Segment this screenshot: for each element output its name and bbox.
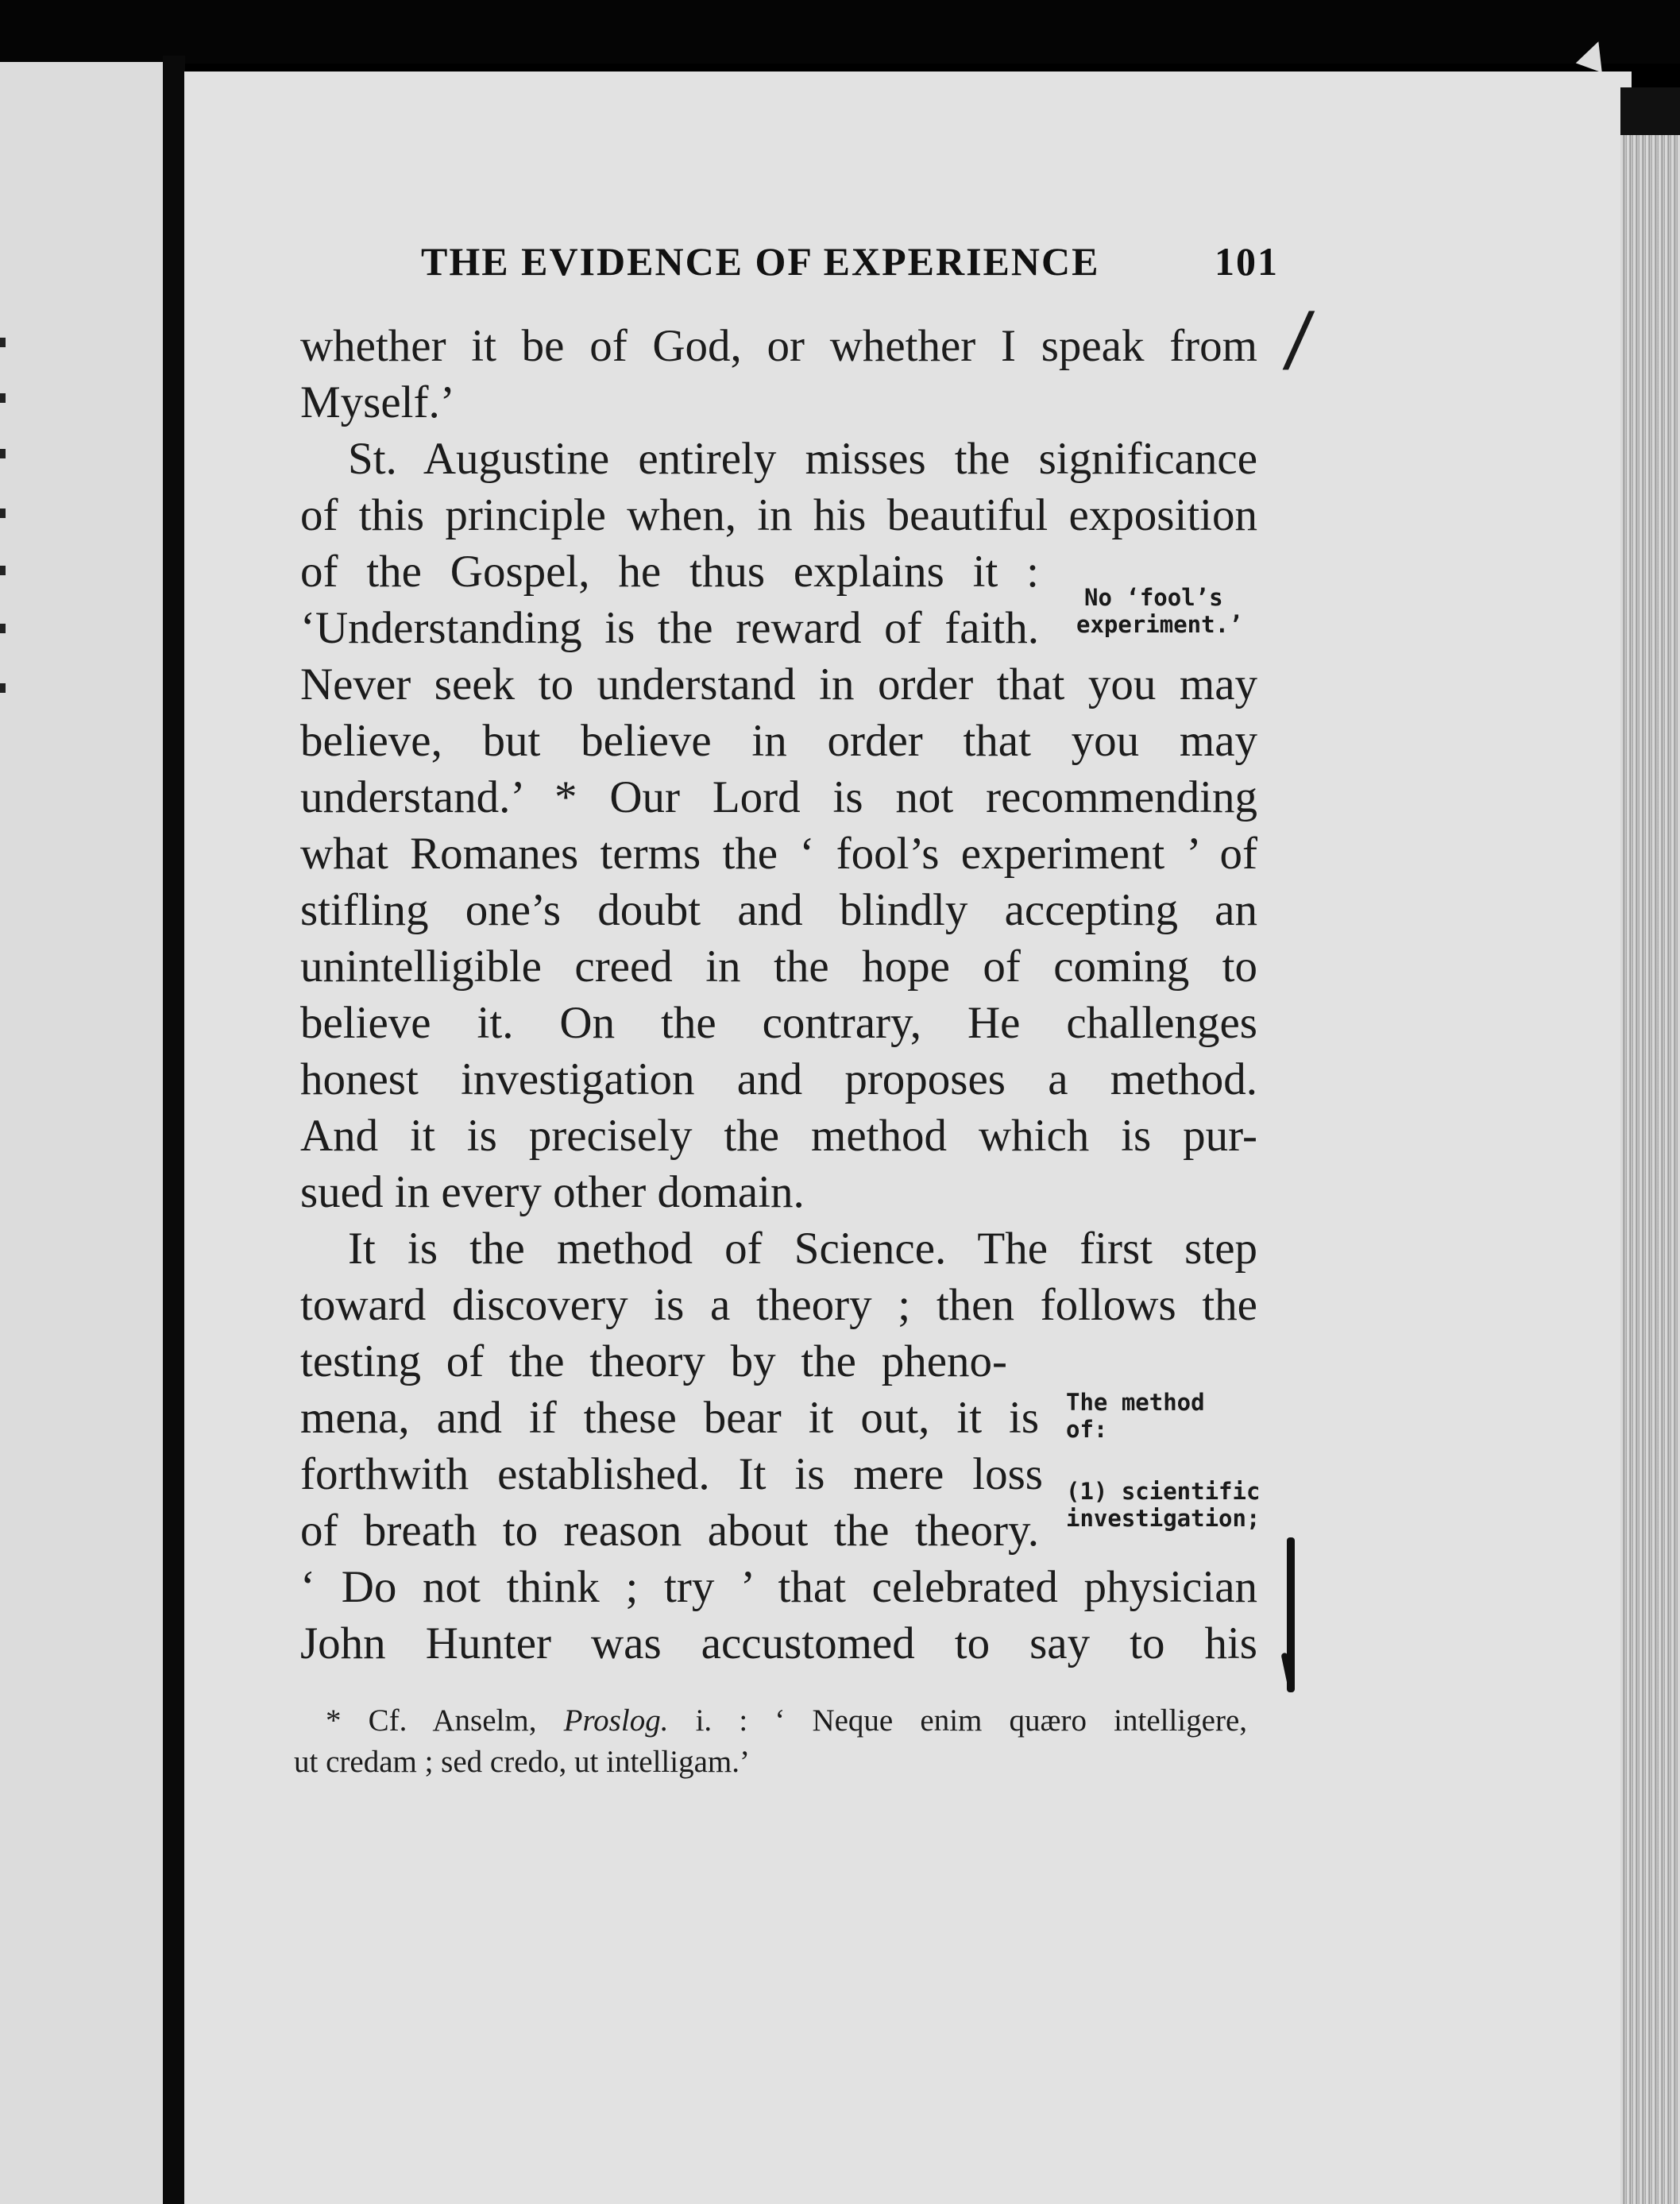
text-line: what Romanes terms the ‘ fool’s experiment ’ of [300,829,1257,879]
text-line: understand.’ * Our Lord is not recommending [300,772,1257,822]
body-text [300,318,1257,1672]
text-line: sued in every other domain. [300,1167,805,1217]
corner-scan-mark: ▲ [1574,26,1616,77]
text-line: believe, but believe in order that you may [300,716,1257,766]
page-edges-shadow [1620,87,1680,135]
scan-border-top [0,0,1680,64]
text-line: honest investigation and proposes a method. [300,1054,1257,1104]
left-facing-page [0,62,168,2204]
running-head [421,238,1279,284]
footnote-text: * Cf. Anselm, [326,1703,564,1738]
text-line: of this principle when, in his beautiful exposition [300,490,1257,540]
text-line: toward discovery is a theory ; then follows the [300,1280,1257,1330]
text-line: believe it. On the contrary, He challenges [300,998,1257,1048]
footnote-line: ut credam ; sed credo, ut intelligam.’ [294,1745,750,1779]
text-line: Myself.’ [300,377,455,427]
pencil-annotation-slash: / [1280,297,1317,381]
text-line: It is the method of Science. The first step [348,1224,1257,1274]
margin-note-method [1066,1389,1205,1443]
footnote-line [294,1700,1247,1742]
text-line: John Hunter was accustomed to say to his [300,1618,1257,1668]
margin-note-line: experiment.’ [1076,611,1243,638]
text-line: of the Gospel, he thus explains it : [300,547,1039,597]
margin-note-scientific [1066,1478,1260,1532]
text-line: unintelligible creed in the hope of coming to [300,942,1257,992]
margin-note-line: (1) scientific [1066,1478,1261,1505]
text-line: stifling one’s doubt and blindly accepting an [300,885,1257,935]
text-line: St. Augustine entirely misses the significance [348,434,1257,484]
page-edges [1620,87,1680,2204]
book-gutter [163,56,185,2204]
text-line: ‘ Do not think ; try ’ that celebrated physician [300,1562,1257,1612]
text-line: Never seek to understand in order that you may [300,659,1257,710]
running-head-title: THE EVIDENCE OF EXPERIENCE [421,239,1100,284]
margin-note-fools-experiment [1076,584,1243,638]
margin-note-line: No ‘fool’s [1084,584,1223,611]
margin-note-line: of: [1066,1416,1108,1443]
footnote-text: i. : ‘ Neque enim quæro intelligere, [668,1703,1247,1738]
text-line: of breath to reason about the theory. [300,1506,1039,1556]
text-line: whether it be of God, or whether I speak from [300,321,1257,371]
text-line: mena, and if these bear it out, it is [300,1393,1039,1443]
text-line: And it is precisely the method which is pur- [300,1111,1257,1161]
text-line: ‘Understanding is the reward of faith. [300,603,1039,653]
margin-note-line: investigation; [1066,1505,1261,1532]
margin-note-line: The method [1066,1389,1205,1416]
text-line: testing of the theory by the pheno- [300,1336,1007,1386]
text-line: forthwith established. It is mere loss [300,1449,1043,1499]
footnote-citation: Proslog. [563,1703,669,1738]
footnote [294,1700,1247,1783]
page-number: 101 [1215,239,1279,284]
